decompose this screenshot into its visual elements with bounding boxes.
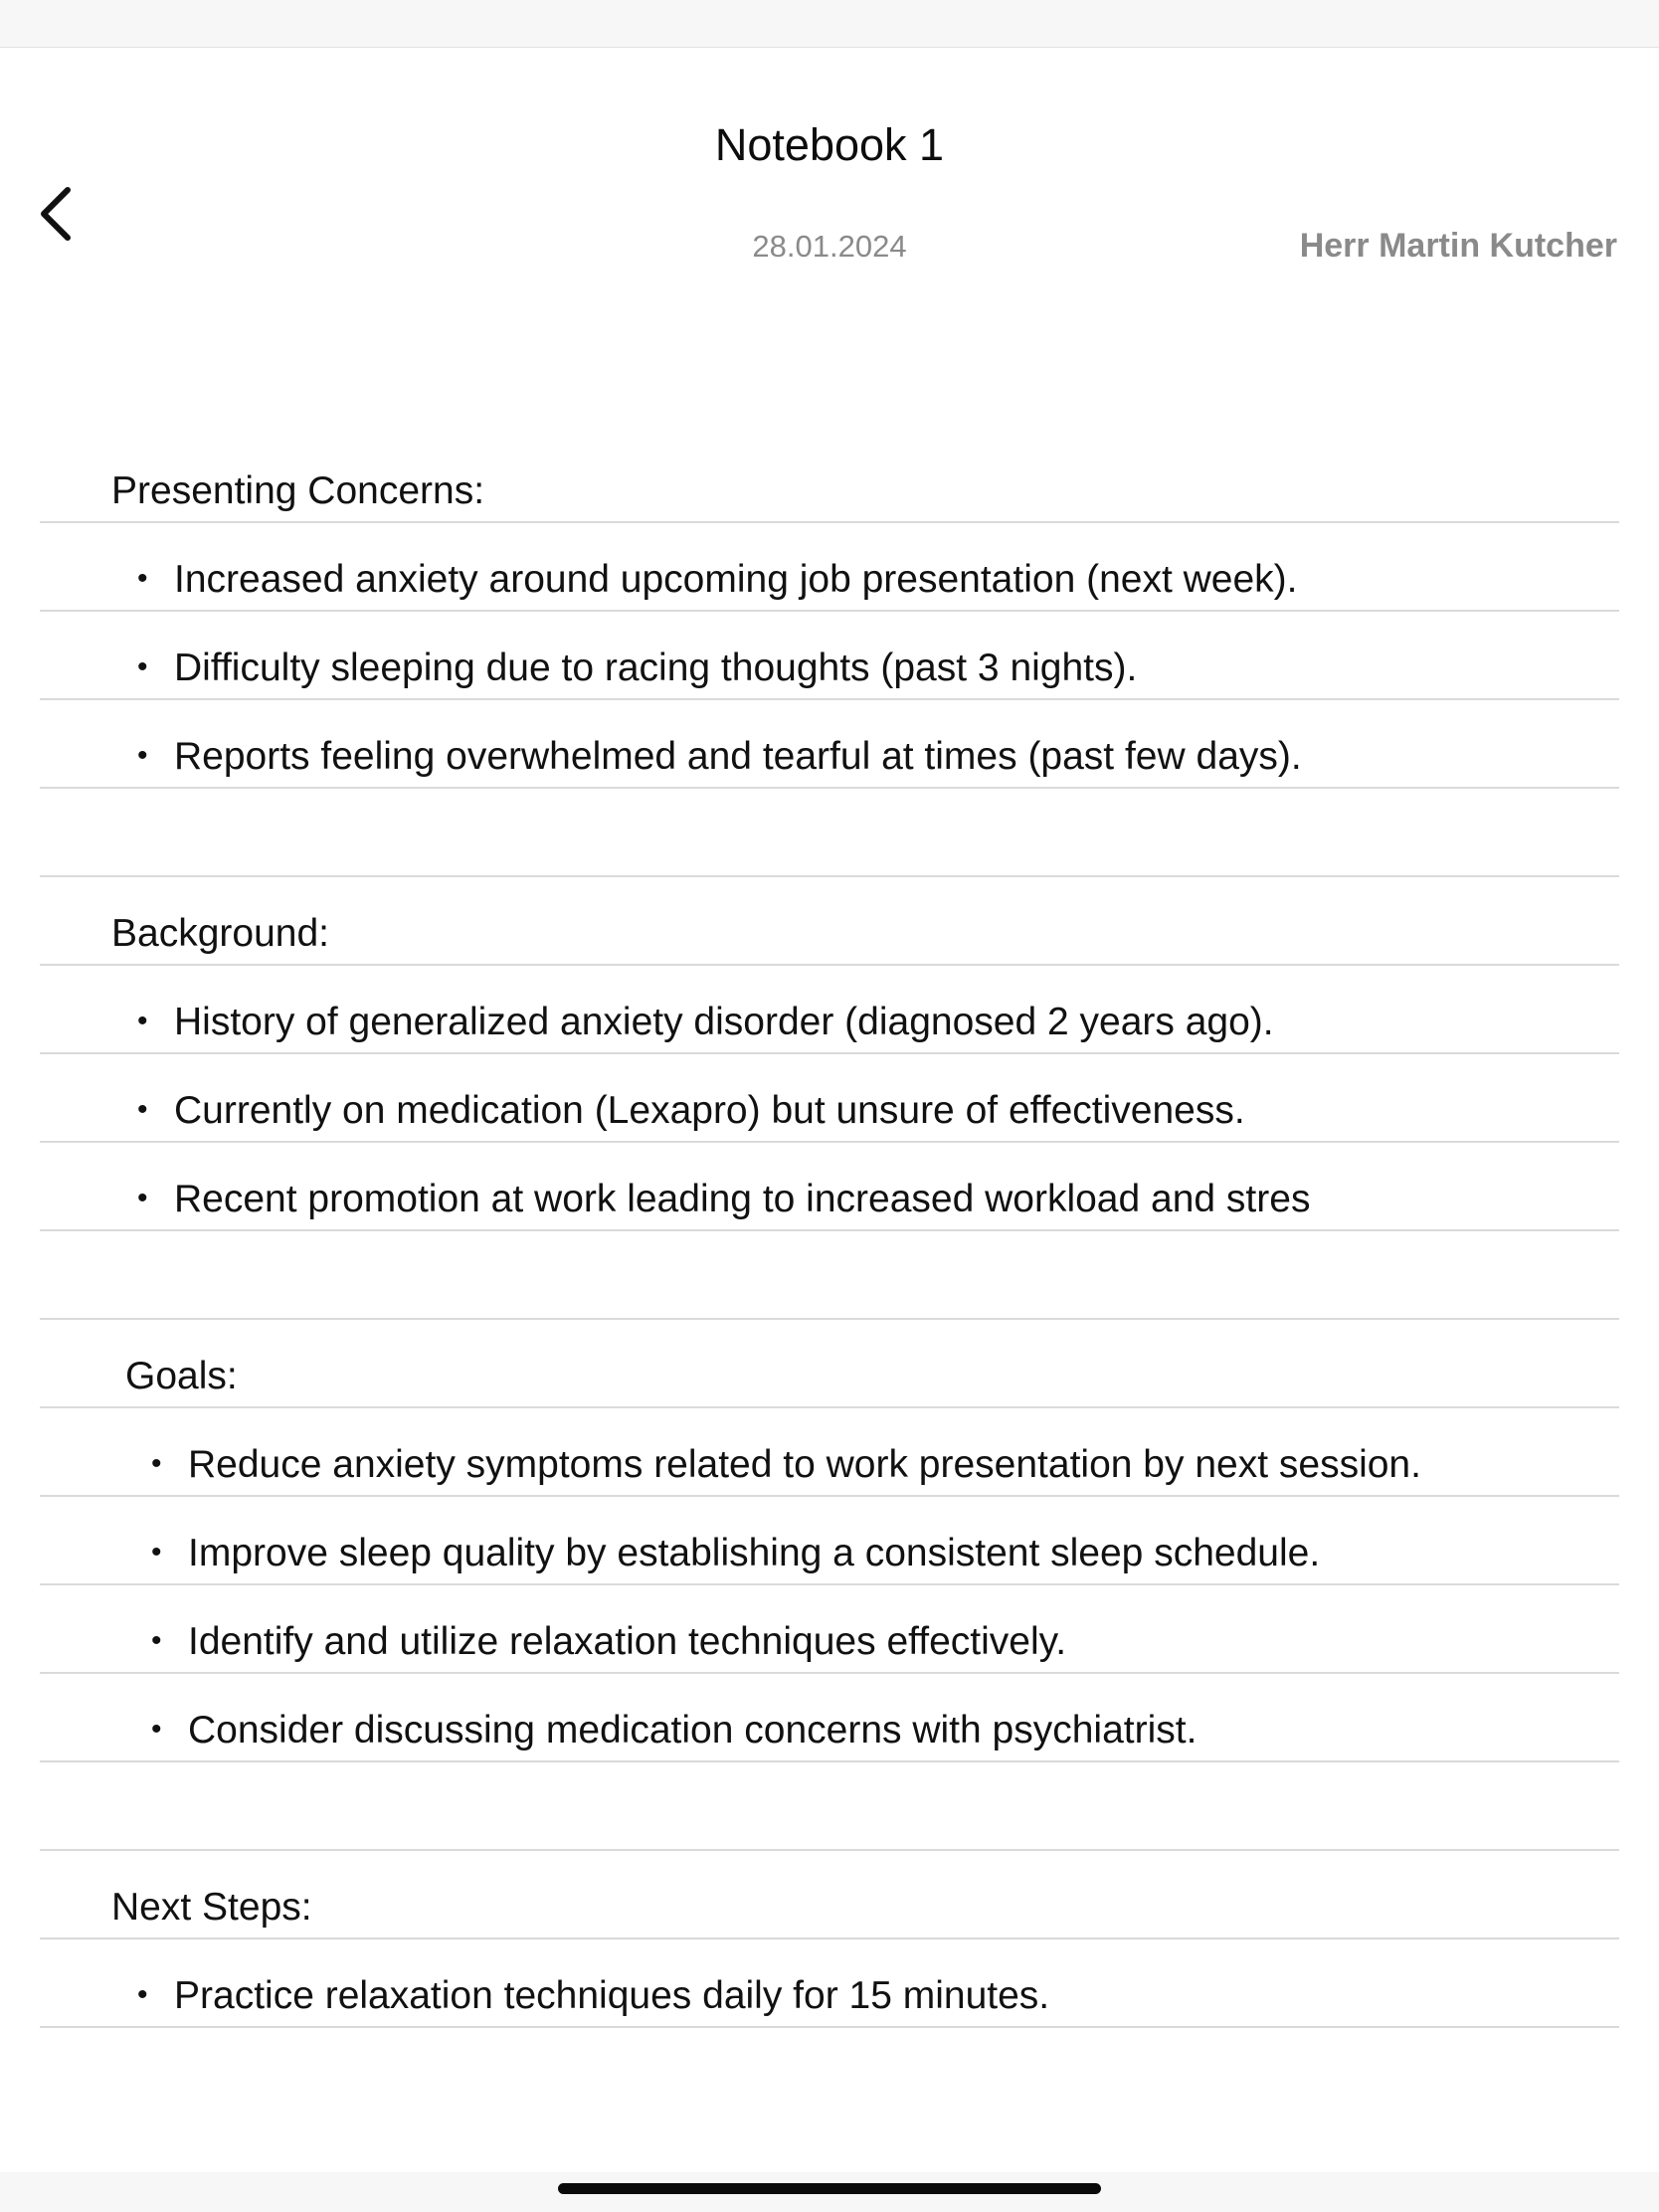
bullet-icon: • [137, 650, 148, 683]
section-heading-presenting-concerns: Presenting Concerns: [40, 435, 1619, 523]
bullet-icon: • [151, 1624, 162, 1657]
bullet-icon: • [137, 1005, 148, 1037]
bullet-icon: • [137, 1182, 148, 1214]
list-item: • Practice relaxation techniques daily for 15 minutes. [40, 1939, 1619, 2028]
list-item: • Increased anxiety around upcoming job presentation (next week). [40, 523, 1619, 612]
list-item: • Reports feeling overwhelmed and tearful at times (past few days). [40, 700, 1619, 789]
status-bar [0, 0, 1659, 48]
notebook-title: Notebook 1 [714, 119, 945, 170]
bullet-icon: • [137, 1978, 148, 2011]
patient-name: Herr Martin Kutcher [1299, 227, 1617, 265]
blank-line [40, 1231, 1619, 1320]
list-item: • History of generalized anxiety disorder (diagnosed 2 years ago). [40, 966, 1619, 1054]
bullet-icon: • [137, 562, 148, 595]
list-item: • Difficulty sleeping due to racing thoughts (past 3 nights). [40, 612, 1619, 700]
list-item: • Reduce anxiety symptoms related to work presentation by next session. [40, 1408, 1619, 1497]
bullet-icon: • [137, 739, 148, 772]
list-item: • Identify and utilize relaxation techniques effectively. [40, 1585, 1619, 1674]
bullet-icon: • [151, 1447, 162, 1480]
section-heading-background: Background: [40, 877, 1619, 966]
bullet-icon: • [137, 1093, 148, 1126]
note-body[interactable] [40, 435, 1619, 2028]
list-item: • Recent promotion at work leading to increased workload and stres [40, 1143, 1619, 1231]
blank-line [40, 1762, 1619, 1851]
note-date: 28.01.2024 [752, 229, 907, 264]
home-indicator[interactable] [558, 2183, 1101, 2194]
bullet-icon: • [151, 1536, 162, 1568]
list-item: • Consider discussing medication concerns with psychiatrist. [40, 1674, 1619, 1762]
section-heading-next-steps: Next Steps: [40, 1851, 1619, 1939]
bullet-icon: • [151, 1713, 162, 1746]
section-heading-goals: Goals: [40, 1320, 1619, 1408]
blank-line [40, 789, 1619, 877]
list-item: • Currently on medication (Lexapro) but unsure of effectiveness. [40, 1054, 1619, 1143]
list-item: • Improve sleep quality by establishing a consistent sleep schedule. [40, 1497, 1619, 1585]
